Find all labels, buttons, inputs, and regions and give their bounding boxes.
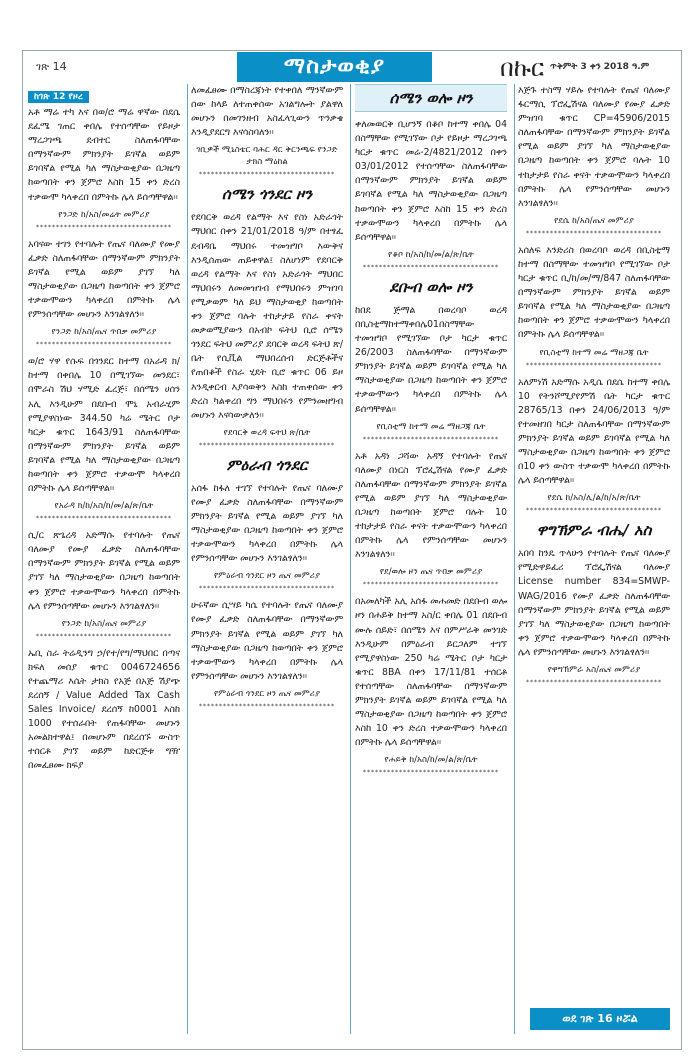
zone-heading: ዋግኽምራ ብሔ/ አስ (536, 521, 652, 540)
separator: ********************************** (363, 581, 499, 589)
zone-heading: ሰሜን ወሎ ዞን (355, 84, 507, 112)
page-number: ገጽ 14 (36, 60, 67, 73)
notice-text: ቀለመወርቅ ቢሆንኝ በቆቦ ከተማ ቀበሌ 04 በስማቸው የሚገኘው ቦታ የይዞታ ማረጋገጫ ካርታ ቁጥር መሬ-2/4821/2012 በቀን 03/01/2012 የተሰጣቸው ስለጠፋባቸው በማንኛውም ምክንያት ይገኛል ወይም ይገባኛል የሚል ካለ ማስታወቂያው በጋዜጣ ከወጣበት ቀን ጀምሮ እስከ 15 ቀን ድረስ ተቃውሞውን ካላቀረበ በምትኩ ሌላ ይሰጣቸዋል፡፡ (355, 119, 507, 243)
notice-text: ሲ/ር ጽጌረዳ አድማሱ የተባሉት የጤና ባለሙያ የሙያ ፈቃድ ስለጠፋባቸው በማንኛውም ምክንያት ይገኛል የሚል ወይም ያገኘ ካለ ማስታወቂያው በጋዜጣ ከወጣበት ቀን ጀምሮ ተቃውሞውን ካላቀረበ በምትኩ ሌላ የምንሰጣቸው መሆኑን እንገልፃለን፡፡ (28, 530, 180, 612)
zone-heading: ምዕራብ ጎንደር (226, 455, 308, 474)
notice-signature: የቢስቲማ ከተማ መሬ ማዘጋጃ ቤት (376, 421, 486, 432)
notice-text: ለመፈፀሙ በማስረጃነት የተቀበለ ማንኛውም ሰው ከላይ ለተጠቀሰው አገልግሎት ያልዋለ መሆኑን በመገንዘብ አስፈላጊውን ጥንቃቄ እንዲያደርግ እናሳስባለን፡፡ (191, 85, 343, 139)
notice-signature: የደሴ ከ/አስ/ጤና መምሪያ (554, 215, 634, 226)
notice-text: እጅጉ ተስማ ሃይሉ የተባሉት የጤና ባለሙያ ፋርማሲ ፕሮፌሽናል ባለሙያ የሙያ ፈቃድ ምዝገባ ቁጥር CP=45906/2015 ስለጠፋባቸው በማንኛውም ምክንያት ይገኛል የሚል ወይም ያገኘ ካለ ማስታወቂያው በጋዜጣ ከወጣበት ቀን ጀምሮ ባሉት 10 ተከታታይ የስራ ቀናት ተቃውሞውን ካላቀረበ በምትኩ ሌላ የምንሰጣቸው መሆኑን እንገልፃለን፡፡ (518, 85, 670, 209)
notice-text: ከበደ ጅማል በወረባቦ ወረዳ በቢስቲማከተማቀበሌ01በስማቸው ተመዝግቦ የሚገኘው ቦታ ካርታ ቁጥር 26/2003 ስለጠፋባቸው በማንኛውም ምክንያት ይገኛል ወይም ይገባኛል የሚል ካለ ማስታወቂያው በጋዜጣ ከወጣበት ቀን ጀምሮ ተቃውሞውን ካላቀረበ በምትኩ ሌላ ይሰጣቸዋል፡፡ (355, 304, 507, 415)
separator: ********************************** (199, 585, 335, 593)
separator: ********************************** (363, 769, 499, 777)
column-2 (191, 84, 343, 1044)
notice-text: ሁሩኛው ሲሣይ ካሴ የተባሉት የጤና ባለሙያ የሙያ ፈቃድ ስለጠፋባቸው በማንኛውም ምክንያት ይገኛል የሚል ወይም ያገኘ ካለ ማስታወቂያው በጋዜጣ ከወጣበት ቀን ጀምሮ ተቃውሞውን ካላቀረበ በምትኩ ሌላ የምንሰጣቸው መሆኑን እንገልፃለን፡፡ (191, 600, 343, 682)
notice-text: አባናው ተገን የተባሉት የጤና ባለሙያ የሙያ ፈቃድ ስለጠፋባቸው በማንኛውም ምክንያት ይገኛል የሚል ወይም ያገኘ ካለ ማስታወቂያው በጋዜጣ ከወጣበት ቀን ጀምሮ ተቃውሞውን ካላቀረበ በምትኩ ሌላ የምንሰጣቸው መሆኑን እንገልፃለን፡፡ (28, 238, 180, 321)
notice-text: የደባርቅ ወረዳ የልማት እና የስነ አድራጎት ማህበር በቀን 21/01/2018 ዓ/ም በተፃፈ ደብዳቤ ማህበሩ ተመዝግቦ እውቅና እንዲሰጠው ጠይቀዋል፤ ስለሆነም የደባርቅ ወረዳ የልማት እና የስነ አድራጎት ማህበር ማህበሩን ለመመዝገብ የማህበሩን ምዝገባ የሚቃወም ካለ ይህ ማስታወቂያ ከወጣበት ቀን ጀምሮ ባሉት ተከታታይ የስራ ቀናት መቃወሚያውን በአብኮ ፍትህ ቢሮ ሰሜን ጎንደር ፍትህ መምሪያ ደባርቅ ወረዳ ፍትህ ጽ/ቤት የሲቪል ማህበረሰብ ድርጅቶችና የጠበቆች የስራ ሂደት ቢሮ ቁጥር 06 ይዞ እንዲቀርብ እያሳወቅን እስከ ተጠቀሰው ቀን ድረስ ካልቀረበ ግን ማህበሩን የምንመዘግብ መሆኑን እናሳውቃለን፡፡ (191, 212, 343, 421)
notice-text: ኤቢ ስራ ትሬዲንግ ኃ/የተ/የግ/ማህበር በጣና ክፍለ መሰያ ቁጥር 0046724656 የተጨማሪ እሴት ታክስ የአጅ በአጅ ሽያጭ ደረሰኝ / Value Added Tax Cash Sales Invoice/ ደረሰኝ ከ0001 እስከ 1000 የተሰራበት የጠፋባቸው መሆኑን አመልክተዋል፤ በመሆኑም በደረሰኙ ውስጥ ተሰርቶ ያገኘ ወይም ከድርጅቱ ግዥ በመፈፀሙ ክፍያ (28, 647, 180, 772)
notice-signature: የምዕራብ ጎንደር ዞን ጤና መምሪያ (213, 571, 321, 582)
zone-heading: ሰሜን ጎንደር ዞን (221, 185, 313, 204)
separator: ********************************** (526, 507, 662, 515)
separator: ********************************** (526, 361, 662, 369)
notice-signature: የአራዳ ክ/ከ/አስ/ከ/መ/ል/ጽ/ቤት (54, 501, 154, 512)
column-3 (355, 84, 507, 1044)
section-title: ማስታወቂያ (237, 52, 432, 82)
separator: ********************************** (363, 263, 499, 271)
continued-to-tag: ወደ ገጽ 16 ዞሯል (530, 1008, 670, 1030)
notice-text: አሰለፍ እንድሪስ በወረባቦ ወረዳ በቢስቲማ ከተማ በስማቸው ተመዝግቦ የሚገኘው ቦታ ካርታ ቁጥር ቢ/ከ/መ/ማ/847 ስለጠፋባቸው በማንኛውም ምክንያት ይገኛል ወይም ይገባኛል የሚል ካለ ማስታወቂያው በጋዜጣ ከወጣበት ቀን ጀምሮ ተቃውሞውን ካላቀረበ በምትኩ ሌላ ይሰጣቸዋል፡፡ (518, 244, 670, 341)
notice-text: በአመለካች አሊ አሰፋ መሐመድ በደቡብ ወሎ ዞን በሐይቅ ከተማ አስ/ር ቀበሌ 01 በደቡብ ሙሉ ሰይድ፣ በሰሜን እና በምሥራቅ መንገድ እንዲሁም በምዕራብ ይርጋለም ተገኘ የሚያዋስነው 250 ካሬ ሜትር ቦታ ካርታ ቁጥር 8BA በቀን 17/11/81 ተሰርቶ የተሰጣቸው ስለጠፋባቸው በማንኛውም ምክንያት ይገኛል ወይም ይገባኛል የሚል ካለ ማስታወቂያው በጋዜጣ ከወጣበት ቀን ጀምሮ እስከ 10 ቀን ድረስ ተቃውሞውን ካላቀረበ በምትኩ ሌላ ይሰጣቸዋል፡፡ (355, 596, 507, 749)
notice-text: አበባ ከንዴ ጥላሁን የተባሉት የጤና ባለሙያ የሚድዋይፈሪ ፕሮፌሽናል ባለሙያ License number 834=SMWP-WAG/2016 የሙያ ፈቃድ ስለጠፋባቸው በማንኛውም ምክንያት ይገኛል የሚል ወይም ያገኘ ካለ ማስታወቂያው በጋዜጣ ከወጣበት ቀን ጀምሮ ተቃውሞውን ካላቀረበ በምትኩ ሌላ የምንሰጣቸው መሆኑን እንገልፃለን፡፡ (518, 548, 670, 658)
notice-signature: የደ/ወሎ ዞን ጤና ጥበቃ መምሪያ (379, 567, 483, 578)
notice-signature: የቆቦ ከ/አስ/ከ/መ/ል/ጽ/ቤት (388, 249, 474, 260)
separator: ********************************** (36, 223, 172, 231)
column-1 (28, 84, 180, 1044)
separator: ********************************** (199, 702, 335, 710)
notice-signature: ገቢዎች ሚኒስቴር ባሕር ዳር ቅርንጫፍ የንጋድ ታክስ ማዕከል (196, 145, 338, 168)
notice-text: አለምነሽ አድማሱ አዲሴ በደሴ ከተማ ቀበሌ 10 የትንሾሚያየምሽ ቤት ካርታ ቁጥር 28765/13 በቀን 24/06/2013 ዓ/ም የተመዘገበ ካርታ ስለጠፋባቸው በማንኛውም ምክንያት ይገኛል ወይም ይገባኛል የሚል ካለ ማስታወቂያው በጋዜጣ ከወጣበት ቀን ጀምሮ በ10 ቀን ውስጥ ተቃውሞ ካላቀረበ በምትኩ ሌላ ይሰጣቸዋል፡፡ (518, 376, 670, 487)
column-4 (518, 84, 670, 1044)
notice-text: አቶ አዳነ ጋሻው አዳኝ የተባሉት የጤና ባለሙያ በነርስ ፕሮፌሽናል የሙያ ፈቃድ ስለጠፋባቸው በማንኛውም ምክንያት ይገኛል የሚል ወይም ያገኘ ካለ ማስታወቂያው በጋዜጣ ከወጣበት ጀምሮ ባሉት 10 ተከታታይ የስራ ቀናት ተቃውሞውን ካላቀረበ በምትኩ ሌላ የምንሰጣቸው መሆኑን እንገልፃለን፡፡ (355, 450, 507, 561)
page-header (22, 52, 682, 82)
notice-signature: የደሴ ከ/አስ/ሊ/ል/ከ/አ/ጽ/ቤት (547, 493, 641, 504)
notice-signature: የንጋድ ከ/አስ/መሬት መምሪያ (58, 209, 150, 220)
separator: ********************************** (526, 229, 662, 237)
notice-signature: የቢስቲማ ከተማ መሬ ማዘጋጃ ቤት (539, 347, 649, 358)
separator: ********************************** (363, 435, 499, 443)
continued-from-tag: ከገጽ 12 የዞረ (28, 91, 89, 103)
zone-heading: ደቡብ ወሎ ዞን (389, 277, 473, 296)
separator: ********************************** (36, 341, 172, 349)
issue-date: ጥቅምት 3 ቀን 2018 ዓ.ም (550, 62, 650, 72)
separator: ********************************** (36, 515, 172, 523)
notice-signature: የንጋድ ከ/አስ/ጤና መምሪያ (61, 618, 147, 629)
separator: ********************************** (526, 679, 662, 686)
notice-signature: የዋግኽምራ አስ/ጤና መምሪያ (547, 665, 641, 675)
separator: ********************************** (199, 171, 335, 179)
notice-text: አሰፋ ከፋለ ተገኘ የተባሉት የጤና ባለሙያ የሙያ ፈቃድ ስለጠፋባቸው በማንኛውም ምክንያት ይገኛል የሚል ወይም ያገኘ ካለ ማስታወቂያው በጋዜጣ ከወጣበት ቀን ጀምሮ ተቃውሞውን ካላቀረበ በምትኩ ሌላ የምንሰጣቸው መሆኑን እንገልፃለን፡፡ (191, 482, 343, 565)
notice-signature: የሐይቅ ከ/አስ/ከ/መ/ል/ጽ/ቤት (384, 755, 478, 766)
notice-signature: የምዕራብ ጎንደር ዞን ጤና መምሪያ (213, 688, 321, 699)
notice-text: አቶ ማሬ ተካ እና በወ/ሮ ማሬ ዋኛው በደሴ ደፈሜ ገጠር ቀበሌ የተሰጣቸው የይዞታ ማረጋገጫ ደብተር ስለጠፋባቸው በማንኛውም ምክንያት ይገኛል ወይም ይገባኛል የሚል ካለ ማስታወቂያው በጋዜጣ ከወጣበት ቀን ጀምሮ እስከ 15 ቀን ድረስ ተቃውሞ ካላቀረበ በምትኩ ሌላ ይሰጣቸዋል፡፡ (28, 107, 180, 203)
separator: ********************************** (199, 441, 335, 449)
notice-text: ወ/ሮ ሃዋ የሱፍ በጎንደር ከተማ በአራዳ ክ/ከተማ በቀበሌ 10 በሚገኘው መንደር፣ በሞራስ ሽህ ሃሚድ ፈረጅ፣ በሰሜን ሀሰን አሊ እንዲሁም በደቡብ ሞኒ አብራሂም የሚያዋስነው 344.50 ካሬ ሜትር ቦታ ካርታ ቁጥር 1643/91 ስለጠፋባቸው በማንኛውም ምክንያት ይገኛል ወይም ይገባኛል የሚል ካለ ማስታወቂያው በጋዜጣ ከወጣበት ቀን ጀምሮ ተቃውሞ ካላቀረበ በምትኩ ሌላ ይሰጣቸዋል፡፡ (28, 356, 180, 495)
notice-signature: የንጋድ ከ/አስ/ጤና ጥበቃ መምሪያ (51, 327, 157, 338)
separator: ********************************** (36, 632, 172, 640)
brand-name: በኩር (500, 54, 545, 82)
notice-signature: የደባርቅ ወረዳ ፍትህ ጽ/ቤት (223, 427, 311, 438)
notices-columns (28, 84, 676, 1044)
